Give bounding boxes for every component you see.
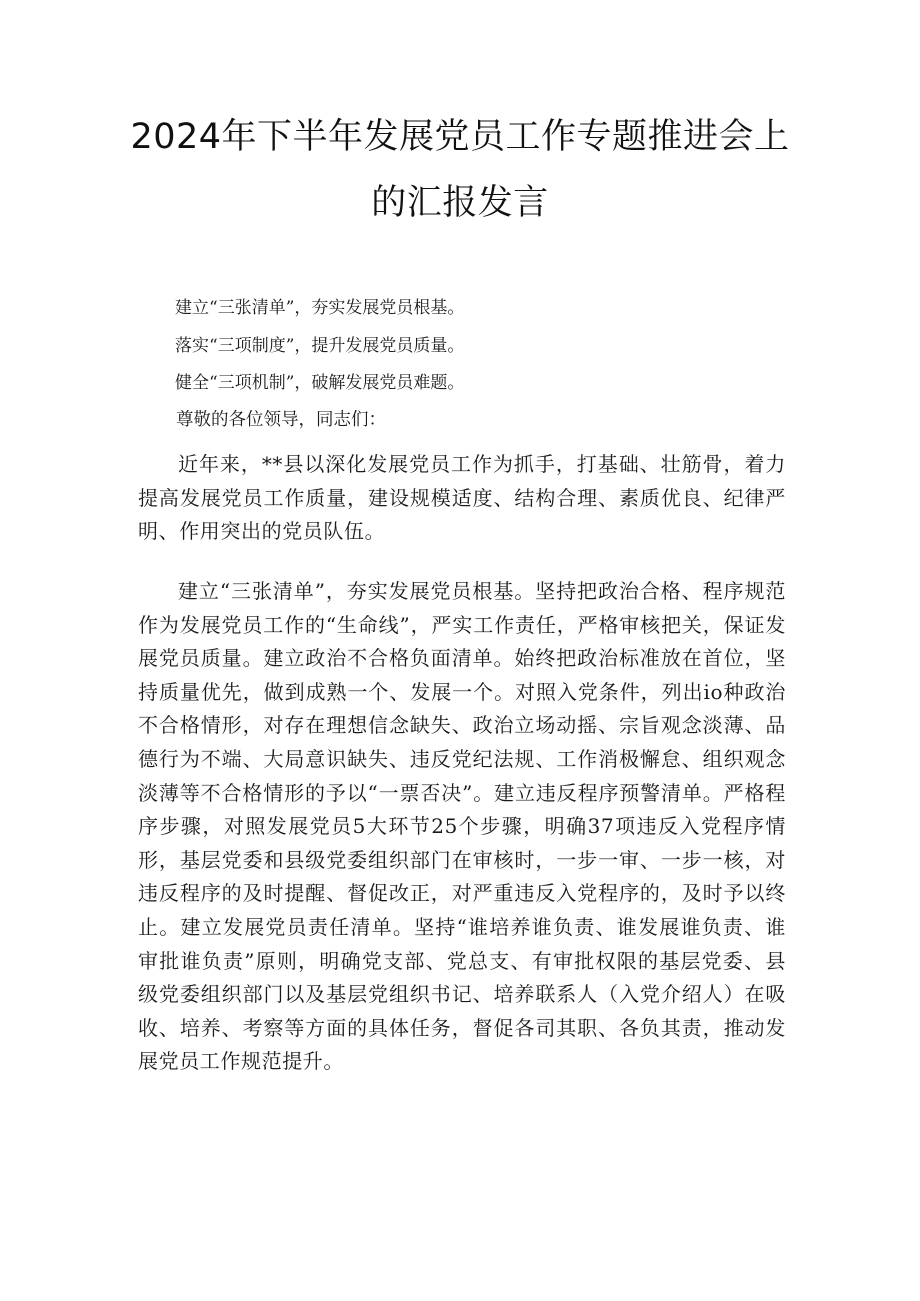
- document-title-line-2: 的汇报发言: [371, 183, 549, 223]
- outline-item-1: 建立“三张清单”，夯实发展党员根基。: [175, 298, 465, 318]
- body-paragraph-1: 近年来，**县以深化发展党员工作为抓手，打基础、壮筋骨，着力提高发展党员工作质量，建设规模适度、结构合理、素质优良、纪律严明、作用突出的党员队伍。: [138, 452, 786, 544]
- outline-item-3: 健全“三项机制”，破解发展党员难题。: [175, 373, 465, 393]
- document-title-line-1: 2024年下半年发展党员工作专题推进会上: [130, 117, 790, 157]
- body-paragraph-2: 建立“三张清单”，夯实发展党员根基。坚持把政治合格、程序规范作为发展党员工作的“生命线”，严实工作责任，严格审核把关，保证发展党员质量。建立政治不合格负面清单。始终把政治标准放在首位，坚持质量优先，做到成熟一个、发展一个。对照入党条件，列出io种政治不合格情形，对存在理想信念缺失、政治立场动摇、宗旨观念淡薄、品德行为不端、大局意识缺失、违反党纪法规、工作消极懈怠、组织观念淡薄等不合格情形的予以“一票否决”。建立违反程序预警清单。严格程序步骤，对照发展党员5大环节25个步骤，明确37项违反入党程序情形，基层党委和县级党委组织部门在审核时，一步一审、一步一核，对违反程序的及时提醒、督促改正，对严重违反入党程序的，及时予以终止。建立发展党员责任清单。坚持“谁培养谁负责、谁发展谁负责、谁审批谁负责”原则，明确党支部、党总支、有审批权限的基层党委、县级党委组织部门以及基层党组织书记、培养联系人（入党介绍人）在吸收、培养、考察等方面的具体任务，督促各司其职、各负其责，推动发展党员工作规范提升。: [138, 579, 786, 1074]
- outline-item-2: 落实“三项制度”，提升发展党员质量。: [175, 336, 465, 356]
- greeting: 尊敬的各位领导，同志们：: [176, 410, 386, 430]
